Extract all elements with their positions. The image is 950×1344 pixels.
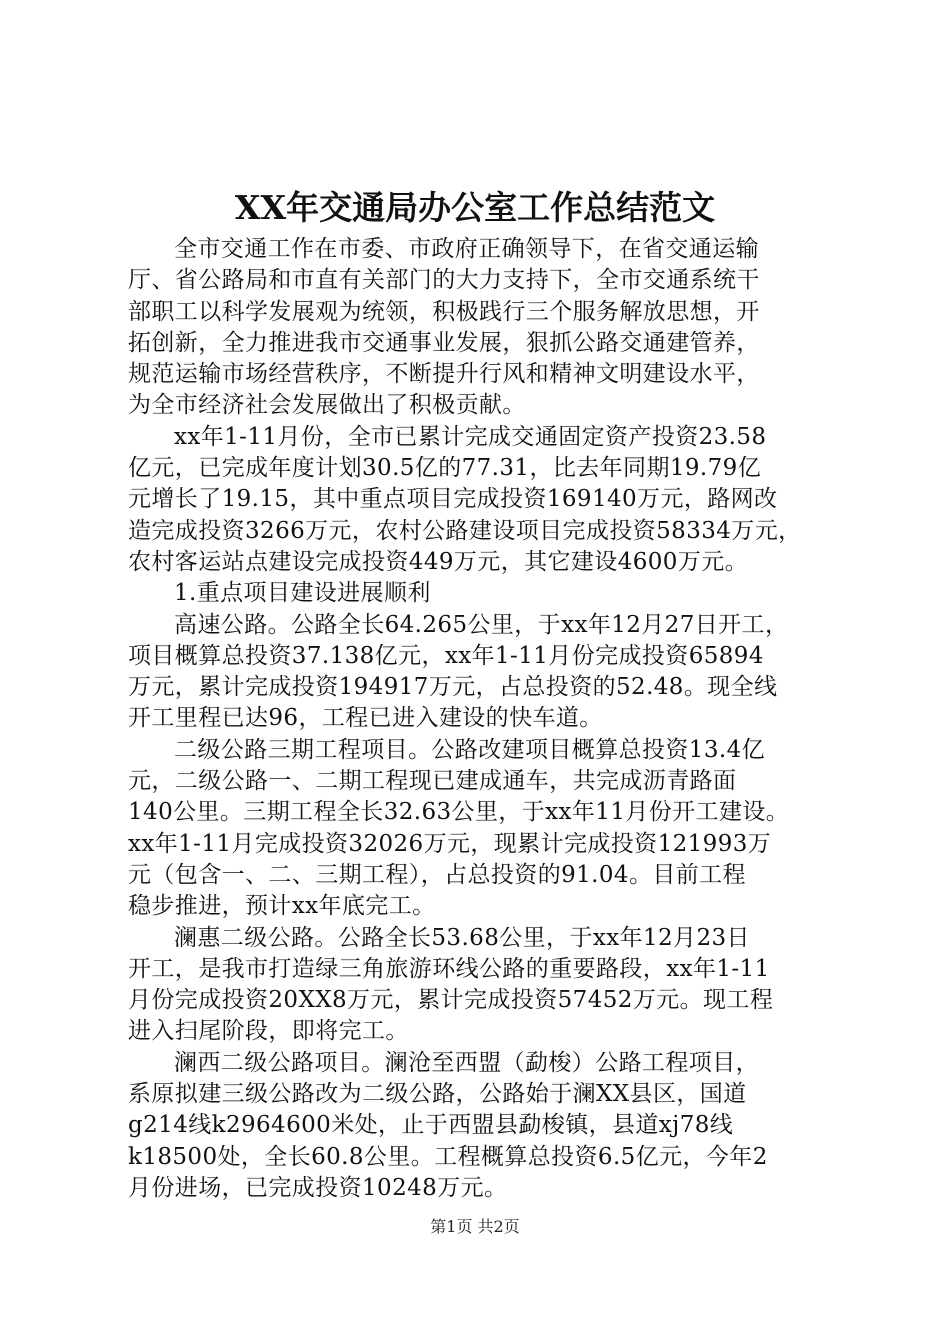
text-line: g214线k2964600米处，止于西盟县勐梭镇，县道xj78线 — [128, 1112, 734, 1139]
text-line: 规范运输市场经营秩序，不断提升行风和精神文明建设水平， — [128, 361, 760, 388]
section-heading — [128, 578, 834, 609]
text-line: 稳步推进，预计xx年底完工。 — [128, 893, 436, 920]
paragraph — [128, 234, 834, 422]
text-line: 万元，累计完成投资194917万元，占总投资的52.48。现全线 — [128, 674, 778, 701]
text-line: 元（包含一、二、三期工程），占总投资的91.04。目前工程 — [128, 861, 746, 888]
text-line: 二级公路三期工程项目。公路改建项目概算总投资13.4亿 — [174, 736, 766, 763]
text-line: 进入扫尾阶段，即将完工。 — [128, 1018, 409, 1045]
text-line: 全市交通工作在市委、市政府正确领导下，在省交通运输 — [174, 236, 759, 262]
page-footer: 第1页 共2页 — [430, 1217, 520, 1236]
text-line: 厅、省公路局和市直有关部门的大力支持下，全市交通系统干 — [128, 267, 760, 294]
text-line: 造完成投资3266万元，农村公路建设项目完成投资58334万元， — [128, 517, 802, 544]
text-line: xx年1-11月份，全市已累计完成交通固定资产投资23.58 — [174, 423, 767, 450]
paragraph — [128, 422, 834, 578]
text-line: 澜西二级公路项目。澜沧至西盟（勐梭）公路工程项目， — [174, 1049, 759, 1076]
text-line: xx年1-11月完成投资32026万元，现累计完成投资121993万 — [128, 830, 772, 857]
document-title: XX年交通局办公室工作总结范文 — [234, 188, 716, 227]
text-line: 月份进场，已完成投资10248万元。 — [128, 1174, 508, 1201]
text-line: k18500处，全长60.8公里。工程概算总投资6.5亿元，今年2 — [128, 1143, 768, 1170]
text-line: 高速公路。公路全长64.265公里，于xx年12月27日开工， — [174, 611, 789, 638]
text-line: 部职工以科学发展观为统领，积极践行三个服务解放思想，开 — [128, 298, 760, 325]
text-line: 元增长了19.15，其中重点项目完成投资169140万元，路网改 — [128, 486, 778, 513]
text-line: 拓创新，全力推进我市交通事业发展，狠抓公路交通建管养， — [128, 329, 760, 356]
text-line: 系原拟建三级公路改为二级公路，公路始于澜XX县区，国道 — [128, 1081, 747, 1108]
text-line: 1.重点项目建设进展顺利 — [174, 580, 431, 607]
text-line: 澜惠二级公路。公路全长53.68公里，于xx年12月23日 — [174, 924, 750, 951]
paragraph — [128, 1048, 834, 1204]
text-line: 元，二级公路一、二期工程现已建成通车，共完成沥青路面 — [128, 768, 737, 795]
text-line: 140公里。三期工程全长32.63公里，于xx年11月份开工建设。 — [128, 799, 790, 826]
text-line: 项目概算总投资37.138亿元，xx年1-11月份完成投资65894 — [128, 642, 764, 669]
paragraph — [128, 923, 834, 1048]
paragraph — [128, 610, 834, 735]
text-line: 开工，是我市打造绿三角旅游环线公路的重要路段，xx年1-11 — [128, 955, 770, 982]
paragraph — [128, 735, 834, 923]
text-line: 为全市经济社会发展做出了积极贡献。 — [128, 392, 526, 419]
document-body — [128, 234, 834, 1204]
text-line: 亿元，已完成年度计划30.5亿的77.31，比去年同期19.79亿 — [128, 455, 762, 482]
text-line: 月份完成投资20XX8万元，累计完成投资57452万元。现工程 — [128, 987, 774, 1014]
text-line: 农村客运站点建设完成投资449万元，其它建设4600万元。 — [128, 548, 749, 575]
text-line: 开工里程已达96，工程已进入建设的快车道。 — [128, 705, 603, 732]
